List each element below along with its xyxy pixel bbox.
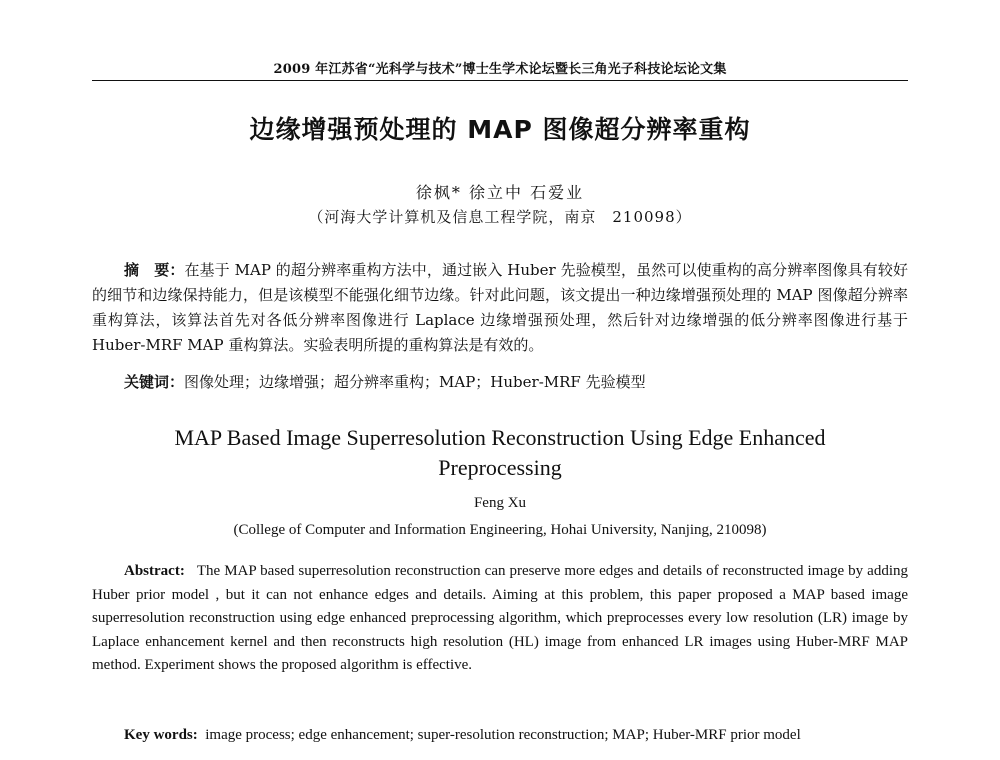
english-abstract-text: The MAP based superresolution reconstruction can preserve more edges and details of reconstructed image by adding Huber prior model , but it can not enhance edges and details. Aiming at this problem, this paper proposed a MAP based image superresolution reconstruction using edge enhanced preprocessing algorithm, which preprocesses every low resolution (LR) image by Laplace enhancement kernel and then reconstructs high resolution (HL) image from enhanced LR images using Huber-MRF MAP method. Experiment shows the proposed algorithm is effective. (92, 563, 908, 673)
chinese-abstract-text: 在基于 MAP 的超分辨率重构方法中，通过嵌入 Huber 先验模型，虽然可以使重构的高分辨率图像具有较好的细节和边缘保持能力，但是该模型不能强化细节边缘。针对此问题，该文提出一种边缘增强预处理的 MAP 图像超分辨率重构算法，该算法首先对各低分辨率图像进行 Laplace 边缘增强预处理，然后针对边缘增强的低分辨率图像进行基于 Huber-MRF MAP 重构算法。实验表明所提的重构算法是有效的。 (92, 261, 908, 354)
english-affiliation: (College of Computer and Information Engineering, Hohai University, Nanjing, 210098) (233, 522, 767, 538)
english-abstract (92, 560, 908, 678)
running-head: 2009 年江苏省“光科学与技术”博士生学术论坛暨长三角光子科技论坛论文集 (273, 62, 727, 77)
chinese-affiliation: （河海大学计算机及信息工程学院，南京 210098） (308, 208, 692, 226)
chinese-keywords-text: 图像处理；边缘增强；超分辨率重构；MAP；Huber-MRF 先验模型 (184, 373, 646, 391)
header-rule (92, 80, 908, 81)
english-title: MAP Based Image Superresolution Reconstruction Using Edge Enhanced Preprocessing (174, 425, 826, 480)
english-keywords-text: image process; edge enhancement; super-resolution reconstruction; MAP; Huber-MRF prior model (205, 727, 801, 743)
english-author: Feng Xu (473, 495, 527, 511)
english-keywords-label: Key words: (124, 727, 198, 743)
chinese-keywords (124, 370, 908, 395)
chinese-authors: 徐枫* 徐立中 石爱业 (415, 183, 585, 202)
english-abstract-label: Abstract: (124, 563, 185, 579)
chinese-abstract-label: 摘 要： (124, 261, 185, 279)
chinese-abstract (92, 258, 908, 358)
chinese-title: 边缘增强预处理的 MAP 图像超分辨率重构 (249, 115, 751, 144)
chinese-keywords-label: 关键词： (124, 373, 185, 391)
english-keywords (92, 724, 908, 748)
